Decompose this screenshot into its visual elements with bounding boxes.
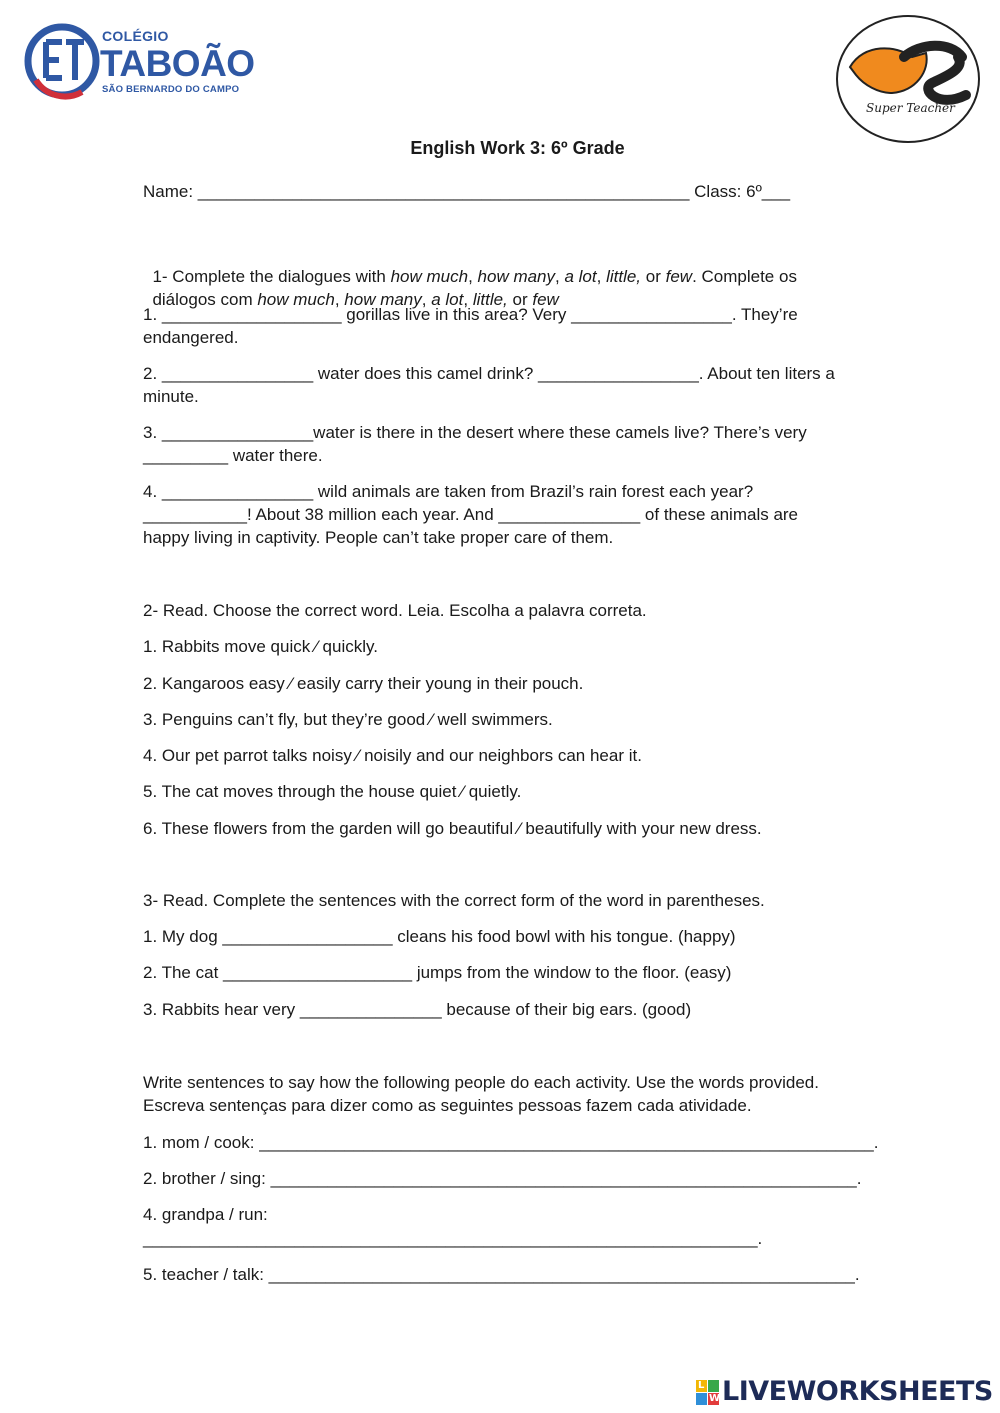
worksheet-title: English Work 3: 6º Grade: [410, 138, 625, 158]
section2-item[interactable]: 6. These flowers from the garden will go beautiful ⁄ beautifully with your new dress.: [143, 819, 762, 838]
section1-item-line: minute.: [143, 387, 199, 406]
text: ,: [468, 267, 478, 286]
text: how much: [390, 267, 469, 286]
text: or: [641, 267, 666, 286]
liveworksheets-brand: [696, 1376, 996, 1410]
text: ,: [334, 290, 345, 309]
section1-item-line[interactable]: 2. ________________ water does this camel drink? _________________. About ten liters a: [143, 364, 835, 383]
partner-logo: [834, 13, 984, 145]
text: ,: [421, 290, 432, 309]
school-logo: [24, 20, 255, 102]
text: ,: [596, 267, 607, 286]
section4-item: 4. grandpa / run:: [143, 1205, 268, 1224]
text: how much: [257, 290, 335, 309]
section2-item[interactable]: 5. The cat moves through the house quiet ⁄ quietly.: [143, 782, 522, 801]
text: ,: [555, 267, 565, 286]
text: few: [665, 267, 693, 286]
school-emblem-icon: [24, 20, 104, 102]
section2-item[interactable]: 4. Our pet parrot talks noisy ⁄ noisily and our neighbors can hear it.: [143, 746, 642, 765]
section1-item-line[interactable]: _________ water there.: [143, 446, 323, 465]
section4-item[interactable]: 2. brother / sing: ______________________________________________________________.: [143, 1169, 862, 1188]
lw-badge-letter: L: [698, 1380, 705, 1391]
section1-item-line[interactable]: ___________! About 38 million each year. And _______________ of these animals are: [143, 505, 799, 524]
section4-item[interactable]: _________________________________________________________________.: [143, 1229, 763, 1248]
section3-item[interactable]: 2. The cat ____________________ jumps from the window to the floor. (easy): [143, 963, 732, 982]
text: a lot: [431, 290, 464, 309]
text: a lot: [564, 267, 597, 286]
section2-item[interactable]: 1. Rabbits move quick ⁄ quickly.: [143, 637, 378, 656]
section4-item[interactable]: 5. teacher / talk: ______________________________________________________________.: [143, 1265, 860, 1284]
lw-badge-icon: [696, 1380, 720, 1406]
text: how many: [344, 290, 422, 309]
section3-item[interactable]: 3. Rabbits hear very _______________ because of their big ears. (good): [143, 1000, 692, 1019]
school-name-line3: SÃO BERNARDO DO CAMPO: [102, 84, 240, 95]
text: few: [532, 290, 559, 309]
super-teacher-icon: [834, 13, 984, 145]
section1-item-line[interactable]: 1. ___________________ gorillas live in this area? Very _________________. They’re: [143, 305, 798, 324]
lw-brand-text: LIVEWORKSHEETS: [722, 1376, 993, 1407]
section1-item-line: endangered.: [143, 328, 239, 347]
text: ,: [463, 290, 473, 309]
section4-instructions-line1: Write sentences to say how the following people do each activity. Use the words provided.: [143, 1073, 819, 1092]
text: little,: [472, 290, 508, 309]
section2-item[interactable]: 3. Penguins can’t fly, but they’re good ⁄ well swimmers.: [143, 710, 553, 729]
section4-item[interactable]: 1. mom / cook: _________________________________________________________________.: [143, 1133, 879, 1152]
text: little,: [606, 267, 642, 286]
school-name-line2: TABOÃO: [100, 43, 255, 84]
section2-item[interactable]: 2. Kangaroos easy ⁄ easily carry their young in their pouch.: [143, 674, 584, 693]
name-class-row: Name: ____________________________________________________ Class: 6º___: [143, 182, 791, 201]
text: . Complete os: [692, 267, 797, 286]
section1-item-line[interactable]: 4. ________________ wild animals are taken from Brazil’s rain forest each year?: [143, 482, 754, 501]
text: how many: [477, 267, 556, 286]
section3-instructions: 3- Read. Complete the sentences with the correct form of the word in parentheses.: [143, 891, 765, 910]
partner-caption: Super Teacher: [866, 101, 955, 115]
school-name-line1: COLÉGIO: [102, 28, 169, 44]
text: or: [507, 290, 533, 309]
text: diálogos com: [152, 290, 258, 309]
section3-item[interactable]: 1. My dog __________________ cleans his food bowl with his tongue. (happy): [143, 927, 736, 946]
section4-instructions-line2: Escreva sentenças para dizer como as seguintes pessoas fazem cada atividade.: [143, 1096, 752, 1115]
section1-item-line[interactable]: 3. ________________water is there in the desert where these camels live? There’s very: [143, 423, 807, 442]
section2-instructions: 2- Read. Choose the correct word. Leia. Escolha a palavra correta.: [143, 601, 647, 620]
text: 1- Complete the dialogues with: [152, 267, 391, 286]
section1-item-line: happy living in captivity. People can’t take proper care of them.: [143, 528, 614, 547]
lw-badge-letter: W: [709, 1393, 721, 1404]
